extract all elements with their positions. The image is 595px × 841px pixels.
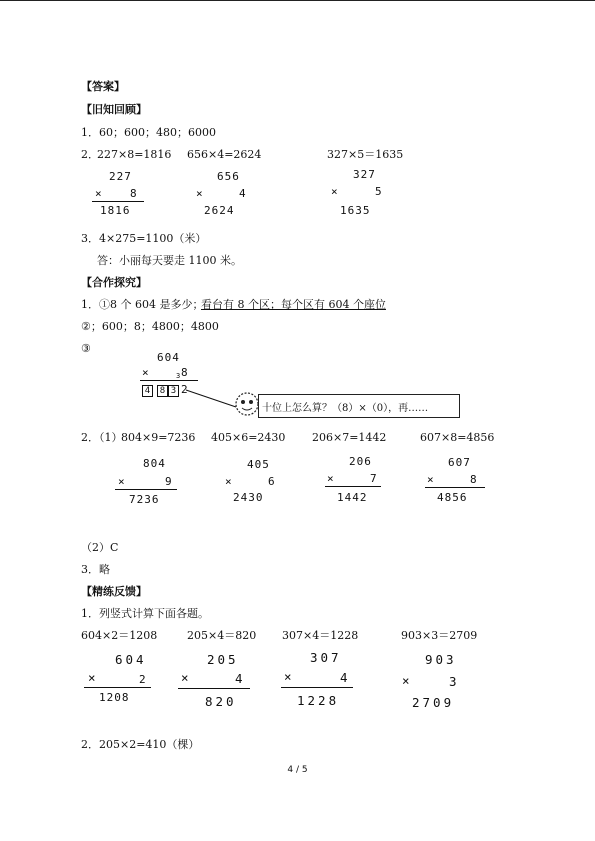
practice-calc-4-top: 903 (425, 652, 457, 667)
hint-callout-text: 十位上怎么算？（8）×（0），再…… (262, 403, 429, 414)
explore-calc-3-mid: 7 (370, 472, 378, 485)
explore-q1-b: ②；600；8；4800；4800 (81, 320, 219, 333)
practice-calc-2-mid: 4 (235, 671, 246, 686)
calc-rule (84, 687, 151, 688)
explore-q1-prefix: 1．①8 个 604 是多少； (81, 298, 204, 311)
practice-heading: 【精练反馈】 (81, 585, 147, 598)
practice-q1: 1．列竖式计算下面各题。 (81, 607, 209, 620)
calc-rule (178, 688, 250, 689)
review-q2-eq-3: 327×5＝1635 (327, 148, 404, 161)
explore-q2-eq-1: 804×9=7236 (121, 431, 196, 444)
review-calc-2-res: 2624 (204, 204, 235, 217)
explore-calc-1-top: 804 (143, 457, 166, 470)
practice-calc-1-res: 1208 (99, 691, 130, 704)
practice-calc-4-mid: 3 (449, 674, 460, 689)
explore-calc-2-res: 2430 (233, 491, 264, 504)
practice-calc-3-res: 1228 (297, 693, 340, 708)
explore-q2-label: 2．（1） (81, 431, 123, 444)
explore-calc-1-mid: 9 (165, 475, 173, 488)
times-sign: × (95, 187, 103, 200)
review-heading: 【旧知回顾】 (81, 103, 147, 116)
review-calc-2-mid: 4 (239, 187, 247, 200)
answer-heading: 【答案】 (81, 80, 125, 93)
review-q3: 3．4×275=1100（米） (81, 232, 207, 245)
review-q2-eq-2: 656×4=2624 (187, 148, 262, 161)
practice-q1-eq-2: 205×4＝820 (187, 629, 257, 642)
times-sign: × (196, 187, 204, 200)
diagram-tail: 2 (181, 383, 189, 396)
page-number: 4 / 5 (287, 765, 308, 775)
explore-calc-3-res: 1442 (337, 491, 368, 504)
times-sign: × (225, 475, 233, 488)
review-calc-3-res: 1635 (340, 204, 371, 217)
practice-calc-1-mid: 2 (139, 673, 147, 686)
practice-q1-eq-4: 903×3＝2709 (401, 629, 478, 642)
times-sign: × (327, 472, 335, 485)
explore-calc-2-mid: 6 (268, 475, 276, 488)
review-calc-1-mid: 8 (130, 187, 138, 200)
explore-q2-eq-2: 405×6=2430 (211, 431, 286, 444)
calc-rule (92, 201, 144, 202)
review-calc-1-res: 1816 (100, 204, 131, 217)
explore-calc-4-res: 4856 (437, 491, 468, 504)
review-q3-answer: 答：小丽每天要走 1100 米。 (97, 254, 242, 267)
times-sign: × (402, 673, 413, 688)
explore-q2-eq-3: 206×7=1442 (312, 431, 387, 444)
practice-calc-2-res: 820 (205, 694, 237, 709)
diagram-top: 604 (157, 351, 180, 364)
review-q2-eq-1: 227×8=1816 (97, 148, 172, 161)
review-calc-3-top: 327 (353, 168, 376, 181)
explore-q1-underlined: 看台有 8 个区；每个区有 604 个座位 (201, 298, 386, 311)
practice-calc-1-top: 604 (115, 652, 147, 667)
diagram-box-1: 4 (142, 385, 153, 397)
review-q1: 1．60；600；480；6000 (81, 126, 216, 139)
explore-calc-4-mid: 8 (470, 473, 478, 486)
times-sign: × (88, 670, 99, 685)
explore-q2-2: （2）C (81, 541, 119, 554)
diagram-mid-small: 3 (176, 372, 182, 380)
diagram-mid: 8 (181, 366, 189, 379)
explore-calc-2-top: 405 (247, 458, 270, 471)
calc-rule (281, 687, 353, 688)
practice-calc-4-res: 2709 (412, 695, 455, 710)
practice-calc-3-top: 307 (310, 650, 342, 665)
diagram-box-2: 8 (157, 385, 168, 397)
explore-calc-1-res: 7236 (129, 493, 160, 506)
explore-calc-4-top: 607 (448, 456, 471, 469)
explore-calc-3-top: 206 (349, 455, 372, 468)
practice-q1-eq-1: 604×2＝1208 (81, 629, 158, 642)
explore-q2-eq-4: 607×8=4856 (420, 431, 495, 444)
calc-rule (425, 487, 485, 488)
times-sign: × (181, 670, 192, 685)
review-calc-1-top: 227 (109, 170, 132, 183)
review-q2-label: 2． (81, 148, 99, 161)
explore-q1-c: ③ (81, 342, 91, 355)
times-sign: × (331, 185, 339, 198)
times-sign: × (427, 473, 435, 486)
times-sign: × (118, 475, 126, 488)
times-sign: × (284, 669, 295, 684)
times-sign: × (142, 366, 150, 379)
review-calc-3-mid: 5 (375, 185, 383, 198)
top-rule (0, 0, 595, 1)
practice-calc-3-mid: 4 (340, 670, 351, 685)
practice-q2: 2．205×2=410（棵） (81, 738, 200, 751)
explore-heading: 【合作探究】 (81, 276, 147, 289)
review-calc-2-top: 656 (217, 170, 240, 183)
practice-calc-2-top: 205 (207, 652, 239, 667)
practice-q1-eq-3: 307×4＝1228 (282, 629, 359, 642)
calc-rule (140, 380, 198, 381)
calc-rule (325, 486, 381, 487)
explore-q3: 3．略 (81, 563, 110, 576)
diagram-box-3: 3 (168, 385, 179, 397)
calc-rule (115, 489, 177, 490)
